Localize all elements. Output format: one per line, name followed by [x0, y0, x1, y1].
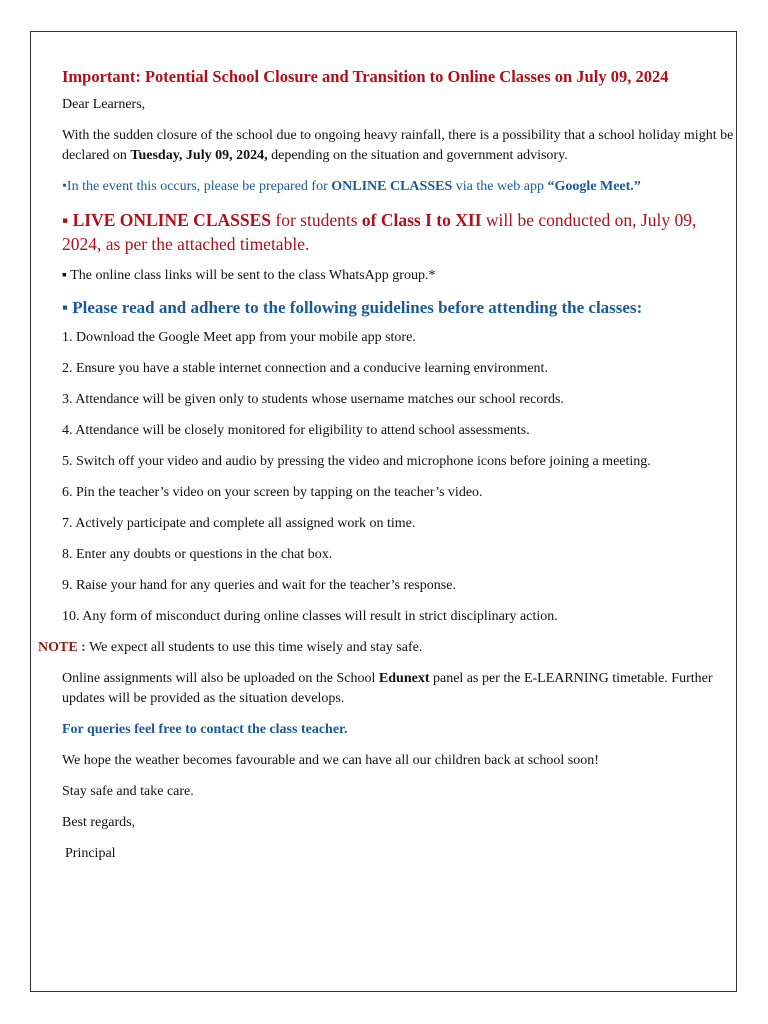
document-page: [30, 31, 737, 992]
prepared-google-meet: “Google Meet.”: [547, 179, 641, 194]
letter-body: [38, 66, 734, 875]
note-text: We expect all students to use this time wisely and stay safe.: [85, 640, 423, 655]
intro-text-end: depending on the situation and government advisory.: [267, 148, 568, 163]
live-bullet: ▪: [62, 210, 73, 230]
intro-text: With the sudden closure of the school due to ongoing heavy rainfall, there is a possibility that a school holiday might be declared on: [62, 128, 734, 163]
assignments-text: Online assignments will also be uploaded on the School: [62, 671, 379, 686]
intro-paragraph: [62, 126, 734, 166]
signature-line: Principal: [65, 846, 116, 861]
live-classes-paragraph: [62, 208, 734, 256]
intro-date: Tuesday, July 09, 2024,: [130, 148, 268, 163]
assignments-edunext: Edunext: [378, 671, 430, 686]
stay-safe-line: Stay safe and take care.: [62, 784, 194, 799]
live-class-range: of Class I to XII: [361, 210, 482, 230]
regards-line: Best regards,: [62, 815, 136, 830]
prepared-text-mid: via the web app: [452, 179, 548, 194]
guideline-item: 3. Attendance will be given only to students whose username matches our school records.: [62, 392, 564, 407]
note-label: NOTE :: [38, 640, 86, 655]
guideline-item: 1. Download the Google Meet app from your mobile app store.: [62, 330, 416, 345]
note-paragraph: [38, 638, 734, 658]
guideline-item: 6. Pin the teacher’s video on your screen by tapping on the teacher’s video.: [62, 485, 483, 500]
contact-line: For queries feel free to contact the class teacher.: [62, 722, 348, 737]
guideline-item: 8. Enter any doubts or questions in the chat box.: [62, 547, 333, 562]
guideline-item: 9. Raise your hand for any queries and wait for the teacher’s response.: [62, 578, 456, 593]
prepared-paragraph: [62, 177, 734, 197]
prepared-online-classes: ONLINE CLASSES: [331, 179, 453, 194]
letter-title: Important: Potential School Closure and Transition to Online Classes on July 09, 2024: [62, 67, 669, 86]
guidelines-heading: ▪ Please read and adhere to the following guidelines before attending the classes:: [62, 298, 643, 317]
guideline-item: 5. Switch off your video and audio by pressing the video and microphone icons before joining a meeting.: [62, 454, 651, 469]
greeting: Dear Learners,: [62, 97, 146, 112]
guideline-item: 10. Any form of misconduct during online classes will result in strict disciplinary action.: [62, 609, 558, 624]
live-text-end: will be conducted on, July 09, 2024, as per the attached timetable.: [62, 210, 697, 254]
assignments-text-end: panel as per the E-LEARNING timetable. Further updates will be provided as the situation develops.: [62, 671, 713, 706]
assignments-paragraph: [62, 669, 734, 709]
guideline-item: 7. Actively participate and complete all assigned work on time.: [62, 516, 416, 531]
guideline-item: 4. Attendance will be closely monitored for eligibility to attend school assessments.: [62, 423, 530, 438]
live-text-mid: for students: [271, 210, 362, 230]
live-online-classes: LIVE ONLINE CLASSES: [72, 210, 271, 230]
hope-line: We hope the weather becomes favourable and we can have all our children back at school soon!: [62, 753, 599, 768]
prepared-text: •In the event this occurs, please be prepared for: [62, 179, 332, 194]
guideline-item: 2. Ensure you have a stable internet connection and a conducive learning environment.: [62, 361, 548, 376]
guidelines-list: [62, 328, 734, 627]
links-note: ▪ The online class links will be sent to the class WhatsApp group.*: [62, 268, 436, 283]
